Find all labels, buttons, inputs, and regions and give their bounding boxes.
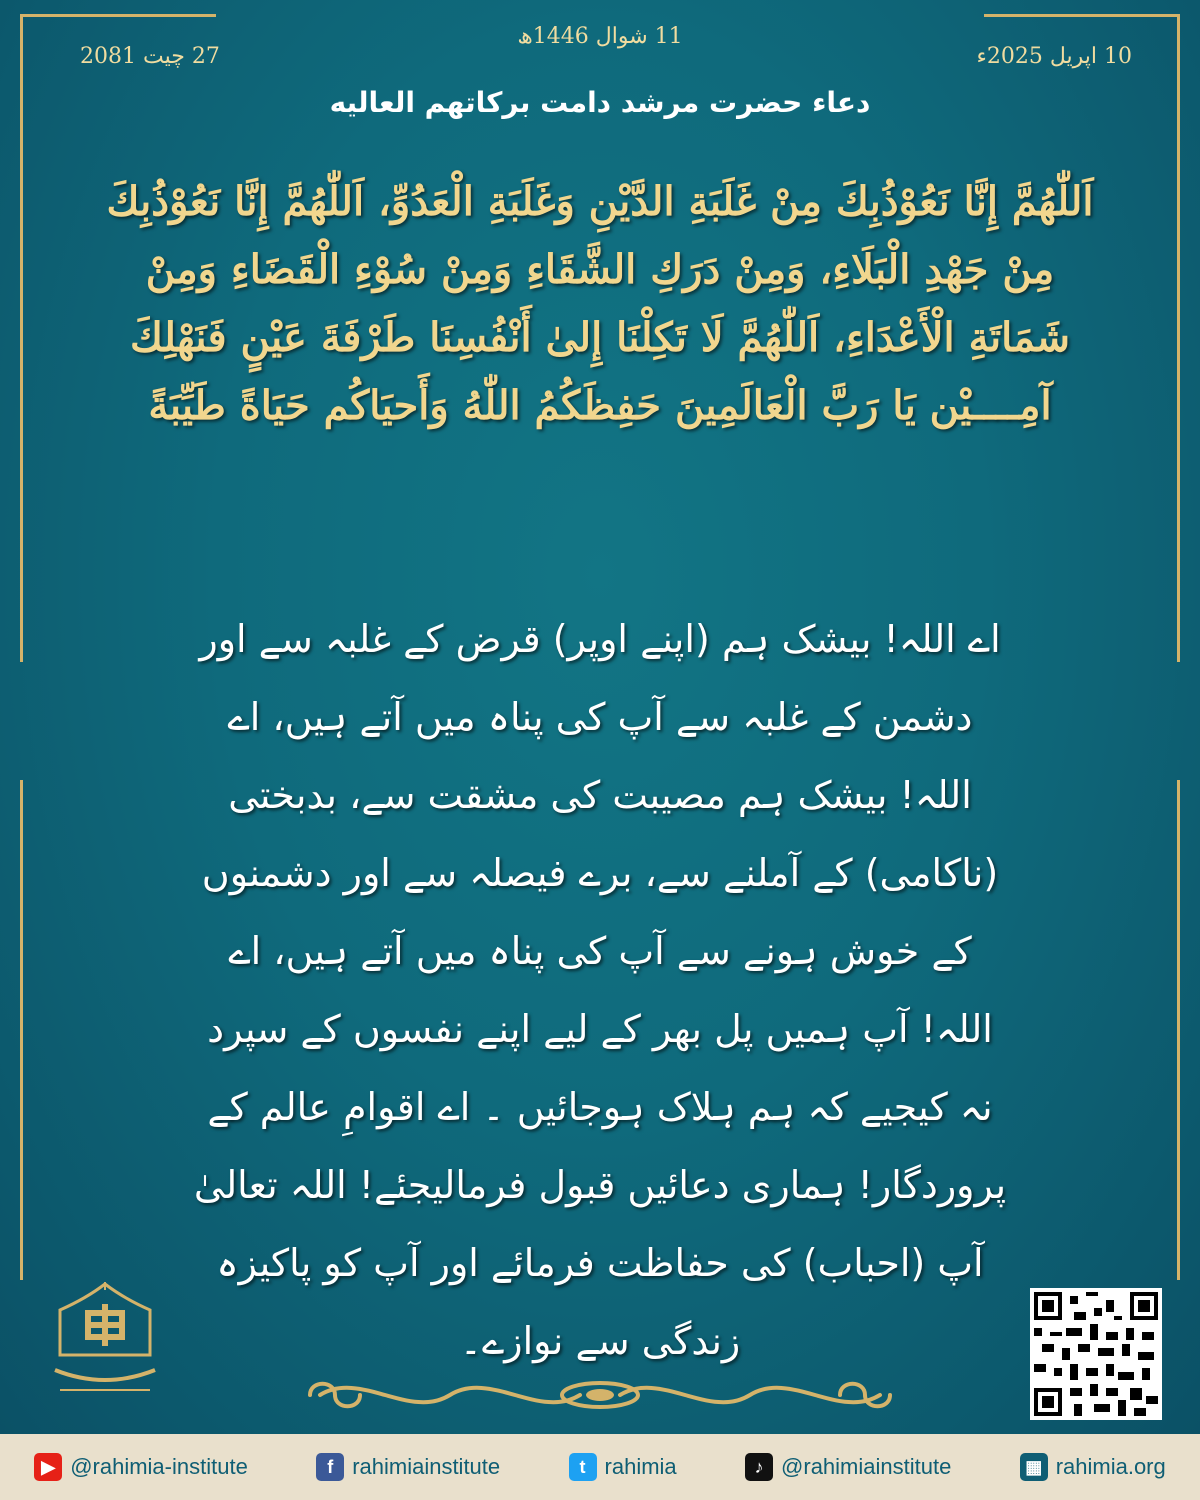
rahimia-logo bbox=[40, 1280, 170, 1430]
twitter-icon: t bbox=[569, 1453, 597, 1481]
website-url: rahimia.org bbox=[1055, 1454, 1166, 1479]
frame-top-left bbox=[20, 14, 216, 17]
youtube-handle: @rahimia-institute bbox=[70, 1454, 248, 1479]
facebook-icon: f bbox=[316, 1453, 344, 1481]
tiktok-handle: @rahimiainstitute bbox=[781, 1454, 952, 1479]
qr-code[interactable] bbox=[1030, 1288, 1162, 1420]
twitter-link[interactable] bbox=[569, 1453, 677, 1481]
youtube-link[interactable] bbox=[34, 1453, 248, 1481]
facebook-handle: rahimiainstitute bbox=[352, 1454, 501, 1479]
tiktok-icon: ♪ bbox=[745, 1453, 773, 1481]
twitter-handle: rahimia bbox=[604, 1454, 677, 1479]
hijri-date: 11 شوال 1446ھ bbox=[517, 24, 683, 49]
tiktok-link[interactable] bbox=[745, 1453, 951, 1481]
frame-bottom-left bbox=[20, 780, 23, 1280]
bikrami-date: 27 چیت 2081 bbox=[80, 44, 220, 69]
qr-small-icon: ▦ bbox=[1020, 1453, 1048, 1481]
decorative-ornament bbox=[300, 1370, 900, 1420]
page-title: دعاء حضرت مرشد دامت برکاتهم العالیه bbox=[329, 86, 871, 119]
youtube-icon: ▶ bbox=[34, 1453, 62, 1481]
gregorian-date: 10 اپریل 2025ء bbox=[976, 44, 1132, 69]
website-link[interactable] bbox=[1020, 1453, 1166, 1481]
frame-top-right bbox=[984, 14, 1180, 17]
arabic-dua: اَللّٰهُمَّ إِنَّا نَعُوْذُبِكَ مِنْ غَلَبَةِ الدَّيْنِ وَغَلَبَةِ الْعَدُوِّ، اَللّٰهُمَّ إِنَّا نَعُوْذُبِكَ مِنْ جَهْدِ الْبَلَاءِ، وَمِنْ دَرَكِ الشَّقَاءِ وَمِنْ سُوْءِ الْقَضَاءِ وَمِنْ شَمَاتَةِ الْأَعْدَاءِ، اَللّٰهُمَّ لَا تَكِلْنَا إِلىٰ أَنْفُسِنَا طَرْفَةَ عَيْنٍ فَنَهْلِكَ آمِــــيْن يَا رَبَّ الْعَالَمِينَ حَفِظَكُمُ اللّٰهُ وَأَحيَاكُم حَيَاةً طَيِّبَةً bbox=[106, 178, 1094, 429]
frame-bottom-right bbox=[1177, 780, 1180, 1280]
urdu-translation: اے اللہ! بیشک ہم (اپنے اوپر) قرض کے غلبہ سے اور دشمن کے غلبہ سے آپ کی پناہ میں آتے ہیں، اے اللہ! بیشک ہم مصیبت کی مشقت سے، بدبختی (ناکامی) کے آملنے سے، برے فیصلہ سے اور دشمنوں کے خوش ہونے سے آپ کی پناہ میں آتے ہیں، اے اللہ! آپ ہمیں پل بھر کے لیے اپنے نفسوں کے سپرد نہ کیجیے کہ ہم ہلاک ہوجائیں ۔ اے اقوامِ عالم کے پروردگار! ہماری دعائیں قبول فرمالیجئے! اللہ تعالیٰ آپ (احباب) کی حفاظت فرمائے اور آپ کو پاکیزہ زندگی سے نوازے۔ bbox=[193, 617, 1007, 1363]
facebook-link[interactable] bbox=[316, 1453, 500, 1481]
social-footer bbox=[0, 1434, 1200, 1500]
